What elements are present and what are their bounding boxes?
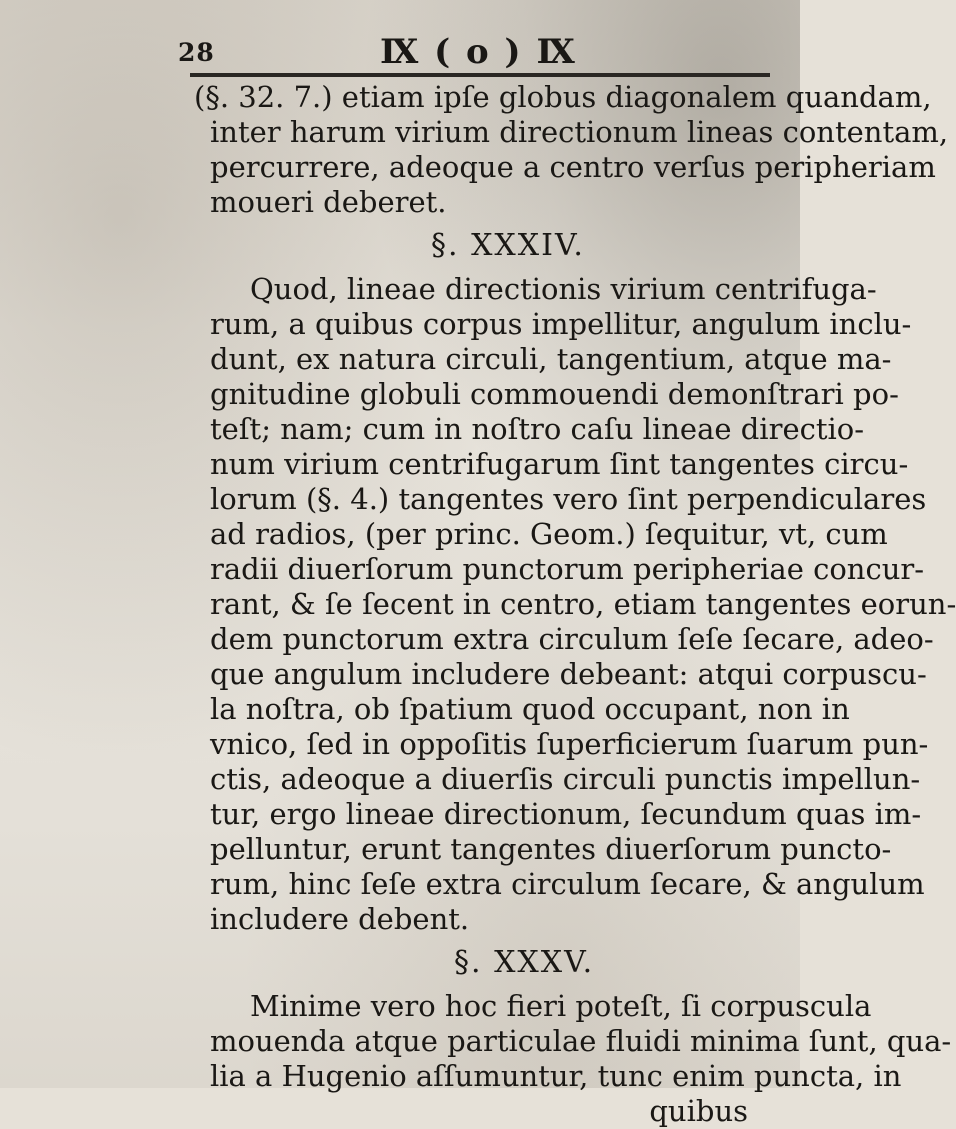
text-line: moueri deberet. bbox=[210, 185, 447, 219]
text-line: radii diuerſorum punctorum peripheriae concur- bbox=[210, 552, 925, 586]
text-line: vnico, ſed in oppoſitis ſuperficierum ſuarum pun- bbox=[210, 727, 929, 761]
text-line: teſt; nam; cum in noſtro caſu lineae directio- bbox=[210, 412, 865, 446]
text-line: lia a Hugenio aſſumuntur, tunc enim puncta, in bbox=[210, 1059, 902, 1093]
body-text bbox=[178, 80, 956, 1129]
text-line: dunt, ex natura circuli, tangentium, atque ma- bbox=[210, 342, 892, 376]
header-rule bbox=[190, 73, 770, 77]
text-line: lorum (§. 4.) tangentes vero ſint perpendiculares bbox=[210, 482, 927, 516]
text-line: includere debent. bbox=[210, 902, 470, 936]
text-line: dem punctorum extra circulum ſeſe ſecare, adeo- bbox=[210, 622, 934, 656]
text-line: rum, hinc ſeſe extra circulum ſecare, & angulum bbox=[210, 867, 925, 901]
text-line: pelluntur, erunt tangentes diuerſorum puncto- bbox=[210, 832, 892, 866]
text-line: Quod, lineae directionis virium centrifuga- bbox=[250, 272, 877, 306]
text-line: tur, ergo lineae directionum, ſecundum quas im- bbox=[210, 797, 922, 831]
section-heading-xxxv: §. XXXV. bbox=[454, 945, 595, 980]
text-line: gnitudine globuli commouendi demonſtrari po- bbox=[210, 377, 899, 411]
page-number: 28 bbox=[178, 38, 215, 67]
running-head bbox=[178, 24, 698, 72]
text-line: que angulum includere debeant: atqui corpuscu- bbox=[210, 657, 927, 691]
text-line: inter harum virium directionum lineas contentam, bbox=[210, 115, 949, 149]
running-title-ornament: Ⅸ ( o ) Ⅸ bbox=[380, 32, 577, 72]
text-line: Minime vero hoc fieri poteſt, ſi corpuscula bbox=[250, 989, 872, 1023]
section-heading-xxxiv: §. XXXIV. bbox=[431, 228, 585, 263]
text-line: ctis, adeoque a diuerſis circuli punctis impellun- bbox=[210, 762, 921, 796]
text-line: rant, & ſe ſecent in centro, etiam tangentes eorun- bbox=[210, 587, 956, 621]
text-line: num virium centrifugarum ſint tangentes circu- bbox=[210, 447, 909, 481]
text-line: (§. 32. 7.) etiam ipſe globus diagonalem quandam, bbox=[194, 80, 932, 114]
text-line: ad radios, (per princ. Geom.) ſequitur, vt, cum bbox=[210, 517, 888, 551]
catchword: quibus bbox=[649, 1094, 748, 1128]
text-line: la noſtra, ob ſpatium quod occupant, non in bbox=[210, 692, 850, 726]
text-line: percurrere, adeoque a centro verſus peripheriam bbox=[210, 150, 936, 184]
text-line: mouenda atque particulae fluidi minima ſunt, qua- bbox=[210, 1024, 952, 1058]
text-line: rum, a quibus corpus impellitur, angulum inclu- bbox=[210, 307, 912, 341]
